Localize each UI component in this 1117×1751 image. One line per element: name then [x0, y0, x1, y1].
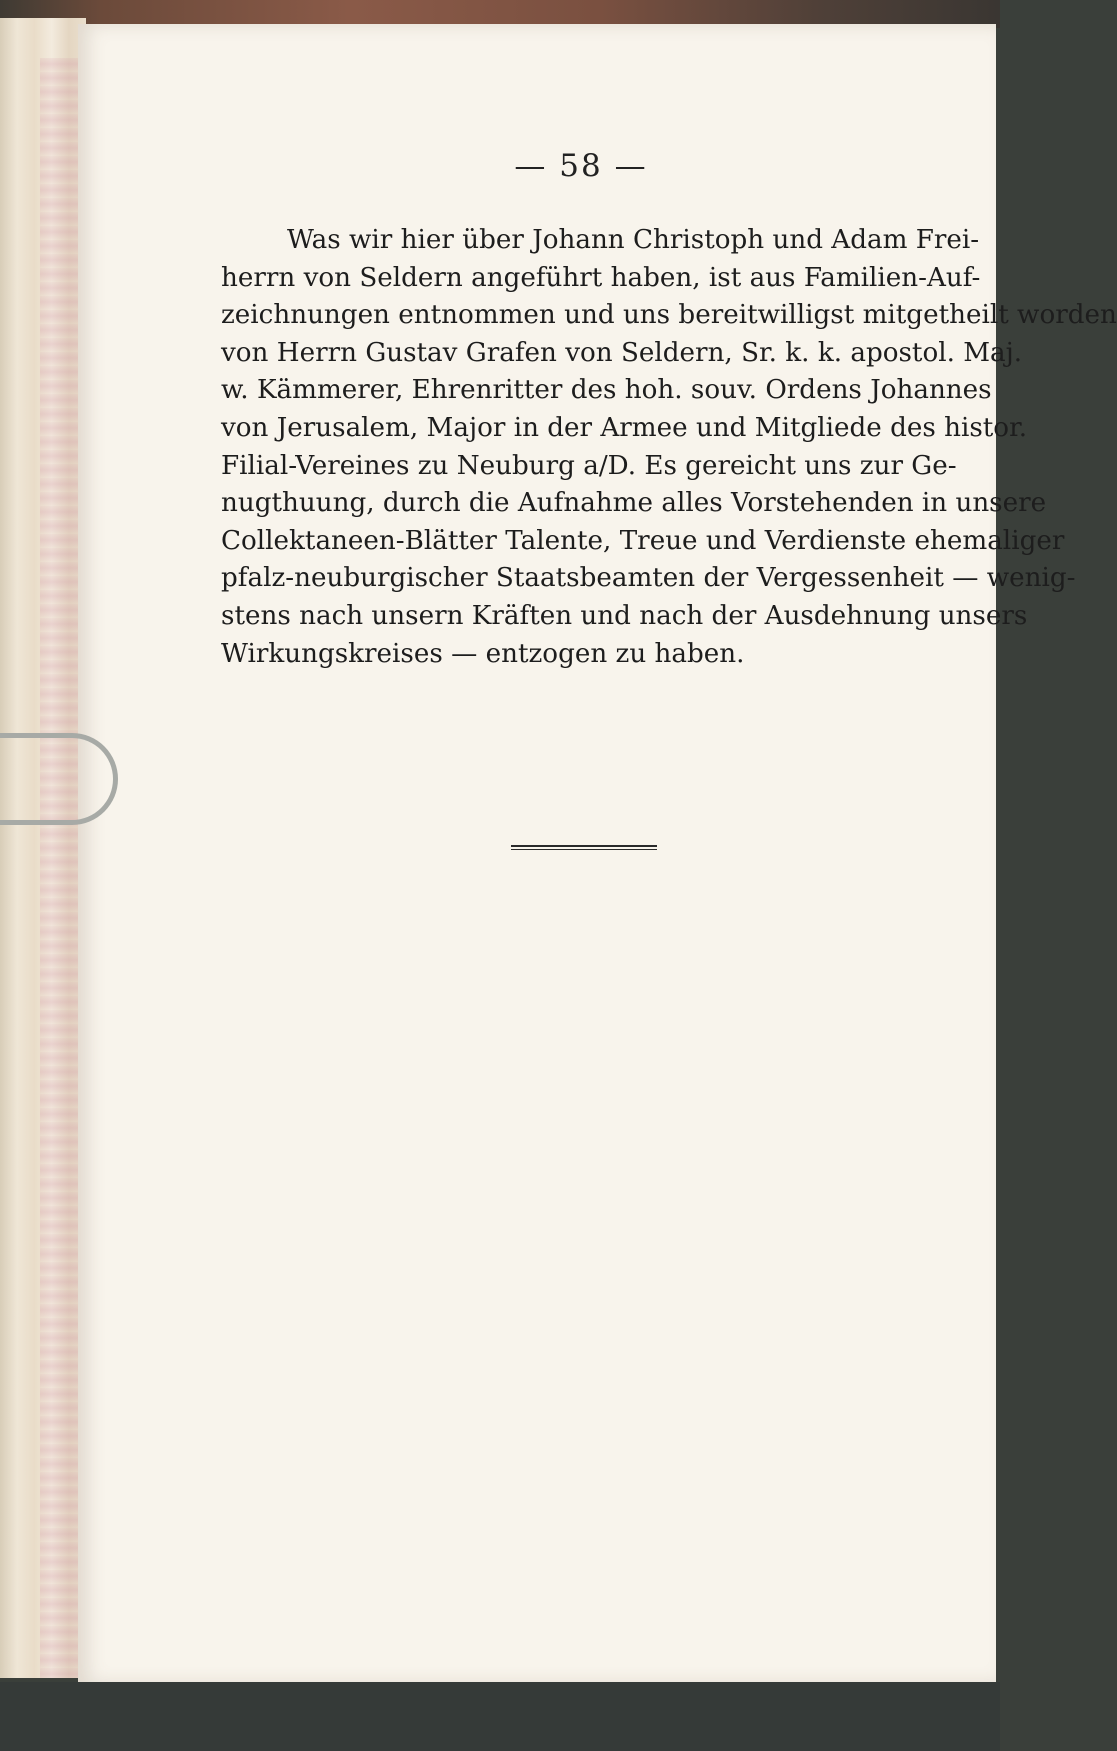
text-line: von Jerusalem, Major in der Armee und Mitgliede des histor.: [221, 412, 1028, 443]
text-line: Collektaneen-Blätter Talente, Treue und Verdienste ehemaliger: [221, 525, 1065, 556]
text-line: von Herrn Gustav Grafen von Seldern, Sr. k. k. apostol. Maj.: [221, 337, 1023, 368]
text-line: stens nach unsern Kräften und nach der Ausdehnung unsers: [221, 600, 1028, 631]
text-line: zeichnungen entnommen und uns bereitwilligst mitgetheilt worden: [221, 300, 1117, 331]
text-line: pfalz-neuburgischer Staatsbeamten der Vergessenheit — wenig-: [221, 563, 1076, 594]
text-line: w. Kämmerer, Ehrenritter des hoh. souv. Ordens Johannes: [221, 375, 992, 406]
text-line: nugthuung, durch die Aufnahme alles Vorstehenden in unsere: [221, 488, 1047, 519]
text-line: herrn von Seldern angeführt haben, ist aus Familien-Auf-: [221, 262, 981, 293]
text-line: Filial-Vereines zu Neuburg a/D. Es gereicht uns zur Ge-: [221, 450, 957, 481]
background-surface: [0, 1682, 1000, 1751]
text-line: Wirkungskreises — entzogen zu haben.: [221, 638, 745, 669]
paper-clip: [0, 733, 118, 825]
paragraph: [221, 222, 1117, 673]
page-edge-stain: [40, 58, 80, 1678]
page-stack-edge: [0, 18, 86, 1678]
section-divider-rule: [511, 845, 657, 850]
page-number: — 58 —: [514, 148, 648, 184]
text-line: Was wir hier über Johann Christoph und Adam Frei-: [287, 225, 980, 255]
